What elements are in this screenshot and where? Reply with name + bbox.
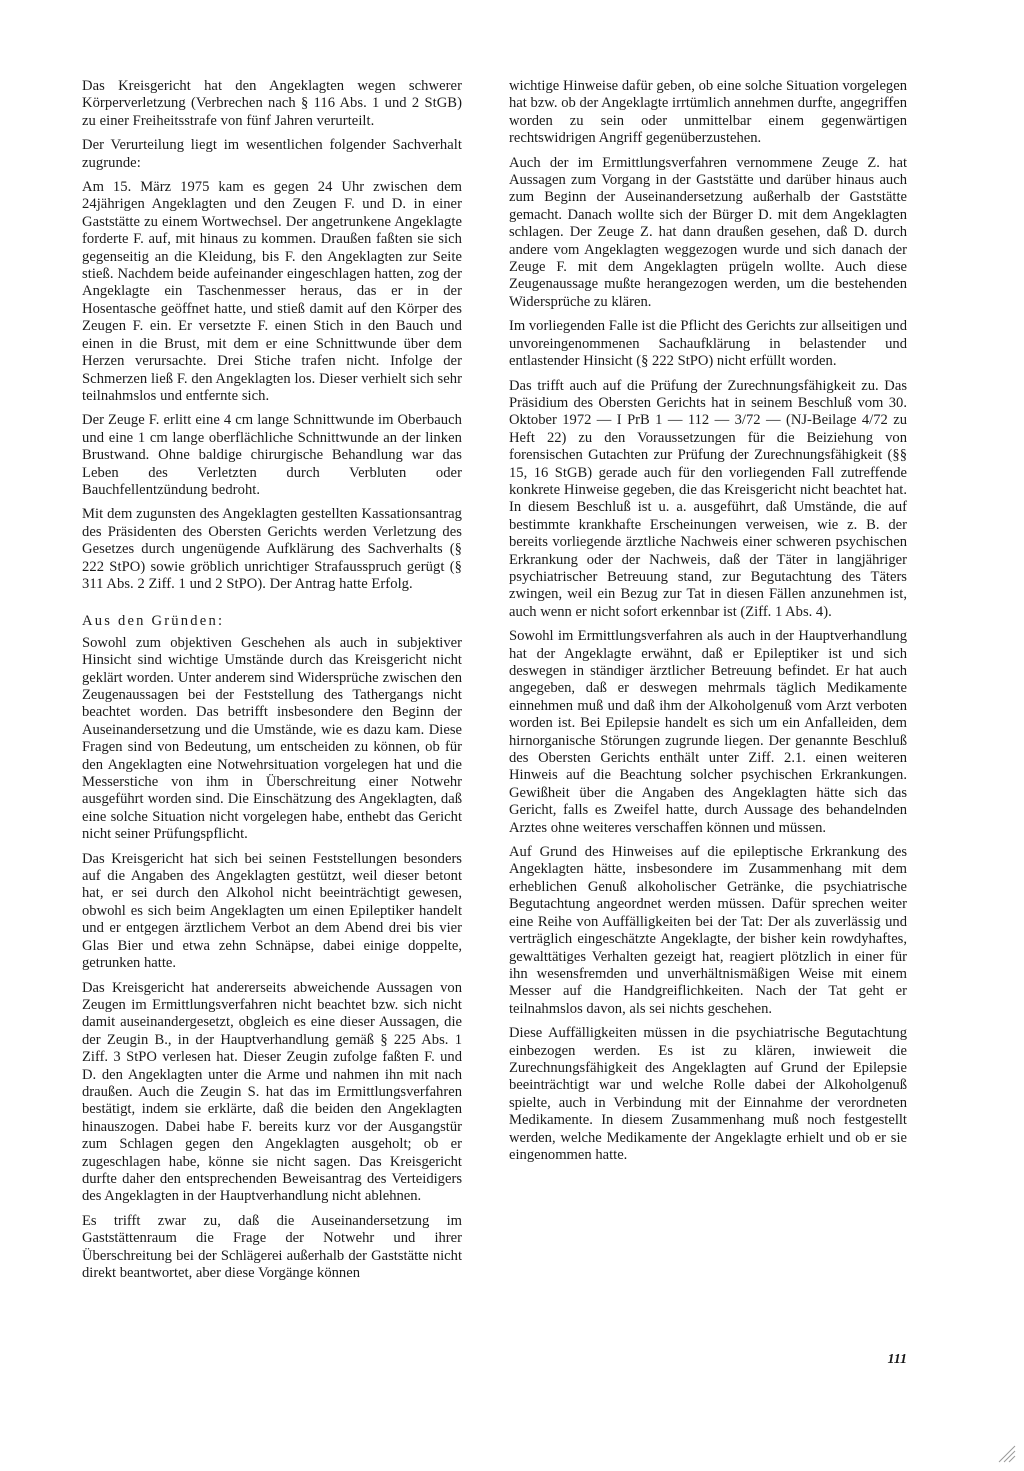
corner-scan-mark [996, 1443, 1018, 1465]
paragraph-facts-intro: Der Verurteilung liegt im wesentlichen folgender Sachverhalt zugrunde: [82, 137, 462, 171]
left-column [82, 78, 462, 1289]
page-number: 111 [887, 1352, 907, 1367]
paragraph-cassation: Mit dem zugunsten des Angeklagten gestellten Kassationsantrag des Präsidenten des Obersten Gerichts werden Verletzung des Gesetzes durch ungenügende Aufklärung des Sachverhalts (§ 222 StPO) sowie gröblich unrichtiger Strafausspruch gerügt (§ 311 Abs. 2 Ziff. 1 und 2 StPO). Der Antrag hatte Erfolg. [82, 506, 462, 592]
paragraph-reasons-3: Das Kreisgericht hat andererseits abweichende Aussagen von Zeugen im Ermittlungsverfahren nicht beachtet bzw. sich nicht damit auseinandergesetzt, obgleich es eine dieser Aussagen, die der Zeugin B., in der Hauptverhandlung gemäß § 225 Abs. 1 Ziff. 3 StPO verlesen hat. Dieser Zeugin zufolge faßten F. und D. den Angeklagten unter die Arme und nahmen ihn mit nach draußen. Auch die Zeugin S. hat das im Ermittlungsverfahren bestätigt, indem sie erklärte, daß die beiden den Angeklagten hinauszogen. Dabei habe F. bereits kurz vor der Ausgangstür zum Schlagen gegen den Angeklagten ausgeholt; ob er zugeschlagen habe, könne sie nicht sagen. Das Kreisgericht durfte daher den entsprechenden Beweisantrag des Verteidigers des Angeklagten in der Hauptverhandlung nicht ablehnen. [82, 979, 462, 1205]
paragraph-right-4: Das trifft auch auf die Prüfung der Zurechnungsfähigkeit zu. Das Präsidium des Obersten Gerichts hat in seinem Beschluß vom 30. Oktober 1972 — I PrB 1 — 112 — 3/72 — (NJ-Beilage 4/72 zu Heft 22) zu den Voraussetzungen für die Beiziehung von forensischen Gutachten zur Prüfung der Zurechnungsfähigkeit (§§ 15, 16 StGB) gerade auch für den vorliegenden Fall zutreffende konkrete Hinweise gegeben, die das Kreisgericht nicht beachtet hat. In diesem Beschluß ist u. a. ausgeführt, daß Umstände, die auf bestimmte krankhafte Erscheinungen verweisen, wie z. B. der bereits vorliegende ärztliche Nachweis einer schweren psychischen Erkrankung oder der Nachweis, daß der Täter in langjähriger psychiatrischer Betreuung stand, zur Begutachtung des Täters zwingen, weil ein Bezug zur Tat in diesen Fällen anzunehmen ist, auch wenn er nicht sofort erkennbar ist (Ziff. 1 Abs. 4). [509, 377, 907, 620]
paragraph-right-7: Diese Auffälligkeiten müssen in die psychiatrische Begutachtung einbezogen werden. Es ist zu klären, inwieweit die Zurechnungsfähigkeit des Angeklagten auf Grund der Epilepsie beeinträchtigt war und welche Rolle dabei der Alkoholgenuß spielte, auch in Verbindung mit der Einnahme der verordneten Medikamente. In diesem Zusammenhang muß noch festgestellt werden, welche Medikamente der Angeklagte erhielt und ob er sie eingenommen hatte. [509, 1025, 907, 1163]
paragraph-right-3: Im vorliegenden Falle ist die Pflicht des Gerichts zur allseitigen und unvoreingenommenen Sachaufklärung in belastender und entlastender Hinsicht (§ 222 StPO) nicht erfüllt worden. [509, 318, 907, 370]
right-column [509, 78, 907, 1171]
section-heading-reasons: Aus den Gründen: [82, 613, 225, 630]
paragraph-reasons-1: Sowohl zum objektiven Geschehen als auch in subjektiver Hinsicht sind wichtige Umstände durch das Kreisgericht nicht geklärt worden. Unter anderem sind Widersprüche zwischen den Zeugenaussagen bei der Feststellung des Tathergangs nicht beachtet worden. Das betrifft insbesondere den Beginn der Auseinandersetzung und die Umstände, wie es dazu kam. Diese Fragen sind von Bedeutung, um entscheiden zu können, ob für den Angeklagten eine Notwehrsituation vorgelegen hat und die Messerstiche von ihm in Überschreitung einer Notwehr ausgeführt worden sind. Die Einschätzung des Angeklagten, daß eine solche Situation nicht vorgelegen habe, enthebt das Gericht nicht seiner Prüfungspflicht. [82, 634, 462, 843]
paragraph-right-6: Auf Grund des Hinweises auf die epileptische Erkrankung des Angeklagten hätte, insbesondere im Zusammenhang mit dem erheblichen Genuß alkoholischer Getränke, die psychiatrische Begutachtung angeordnet werden müssen. Dafür sprechen weiter eine Reihe von Auffälligkeiten bei der Tat: Der als zuverlässig und verträglich eingeschätzte Angeklagte, der bisher kein rowdyhaftes, gewalttätiges Verhalten gezeigt hat, reagiert plötzlich in einer für ihn wesensfremden und unverhältnismäßigen Weise mit einem Messer auf die Handgreiflichkeiten. Nach der Tat geht er teilnahmslos davon, als sei nichts geschehen. [509, 844, 907, 1017]
paragraph-reasons-2: Das Kreisgericht hat sich bei seinen Feststellungen besonders auf die Angaben des Angeklagten gestützt, weil dieser betont hat, er sei durch den Alkohol nicht beeinträchtigt gewesen, obwohl es sich beim Angeklagten um einen Epileptiker handelt und er entgegen ärztlichem Verbot an dem Abend drei bis vier Glas Bier und etwa zehn Schnäpse, dabei einige doppelte, getrunken hatte. [82, 850, 462, 972]
paragraph-right-2: Auch der im Ermittlungsverfahren vernommene Zeuge Z. hat Aussagen zum Vorgang in der Gaststätte und darüber hinaus auch zum Beginn der Auseinandersetzung außerhalb der Gaststätte gemacht. Danach wollte sich der Bürger D. mit dem Angeklagten schlagen. Der Zeuge Z. hat dann draußen gesehen, daß D. durch andere vom Angeklagten weggezogen wurde und sich danach der Zeuge F. mit dem Angeklagten prügeln wollte. Auch diese Zeugenaussage mußte herangezogen werden, um die bestehenden Widersprüche zu klären. [509, 154, 907, 310]
paragraph-injuries: Der Zeuge F. erlitt eine 4 cm lange Schnittwunde im Oberbauch und eine 1 cm lange oberflächliche Schnittwunde an der linken Brustwand. Ohne baldige chirurgische Behandlung war das Leben des Verletzten durch Verbluten oder Bauchfellentzündung bedroht. [82, 412, 462, 498]
paragraph-reasons-4: Es trifft zwar zu, daß die Auseinandersetzung im Gaststättenraum die Frage der Notwehr und ihrer Überschreitung bei der Schlägerei außerhalb der Gaststätte nicht direkt beantwortet, aber diese Vorgänge können [82, 1212, 462, 1281]
paragraph-incident: Am 15. März 1975 kam es gegen 24 Uhr zwischen dem 24jährigen Angeklagten und den Zeugen F. und D. in einer Gaststätte zu einem Wortwechsel. Der angetrunkene Angeklagte forderte F. auf, mit hinaus zu kommen. Draußen faßten sie sich gegenseitig an die Kleidung, bis F. den Angeklagten zur Seite stieß. Nachdem beide aufeinander eingeschlagen hatten, zog der Angeklagte ein Taschenmesser heraus, das er in der Hosentasche geöffnet hatte, und stieß damit auf den Körper des Zeugen F. ein. Er versetzte F. einen Stich in den Bauch und einen in die Brust, mit dem er eine Schnittwunde über dem Herzen verursachte. Drei Stiche trafen nicht. Infolge der Schmerzen ließ F. den Angeklagten los. Dieser verhielt sich sehr teilnahmslos und entfernte sich. [82, 179, 462, 404]
paragraph-right-5: Sowohl im Ermittlungsverfahren als auch in der Hauptverhandlung hat der Angeklagte erwähnt, daß er Epileptiker ist und sich deswegen in ständiger ärztlicher Betreuung befindet. Er hat auch angegeben, daß er deswegen mehrmals täglich Medikamente einnehmen muß und daß ihm der Alkoholgenuß vom Arzt verboten worden ist. Bei Epilepsie handelt es sich um ein Anfalleiden, dem hirnorganische Störungen zugrunde liegen. Der genannte Beschluß des Obersten Gerichts enthält unter Ziff. 2.1. einen weiteren Hinweis auf die Beachtung solcher psychischen Erkrankungen. Gewißheit über die Angaben des Angeklagten hätte sich das Gericht, falls es Zweifel hatte, durch Aussage des behandelnden Arztes ohne weiteres verschaffen können und müssen. [509, 628, 907, 836]
paragraph-verdict: Das Kreisgericht hat den Angeklagten wegen schwerer Körperverletzung (Verbrechen nach § 116 Abs. 1 und 2 StGB) zu einer Freiheitsstrafe von fünf Jahren verurteilt. [82, 78, 462, 129]
paragraph-right-1: wichtige Hinweise dafür geben, ob eine solche Situation vorgelegen hat bzw. ob der Angeklagte irrtümlich annehmen durfte, angegriffen worden zu sein oder unmittelbar einem gegenwärtigen rechtswidrigen Angriff gegenüberzustehen. [509, 78, 907, 147]
